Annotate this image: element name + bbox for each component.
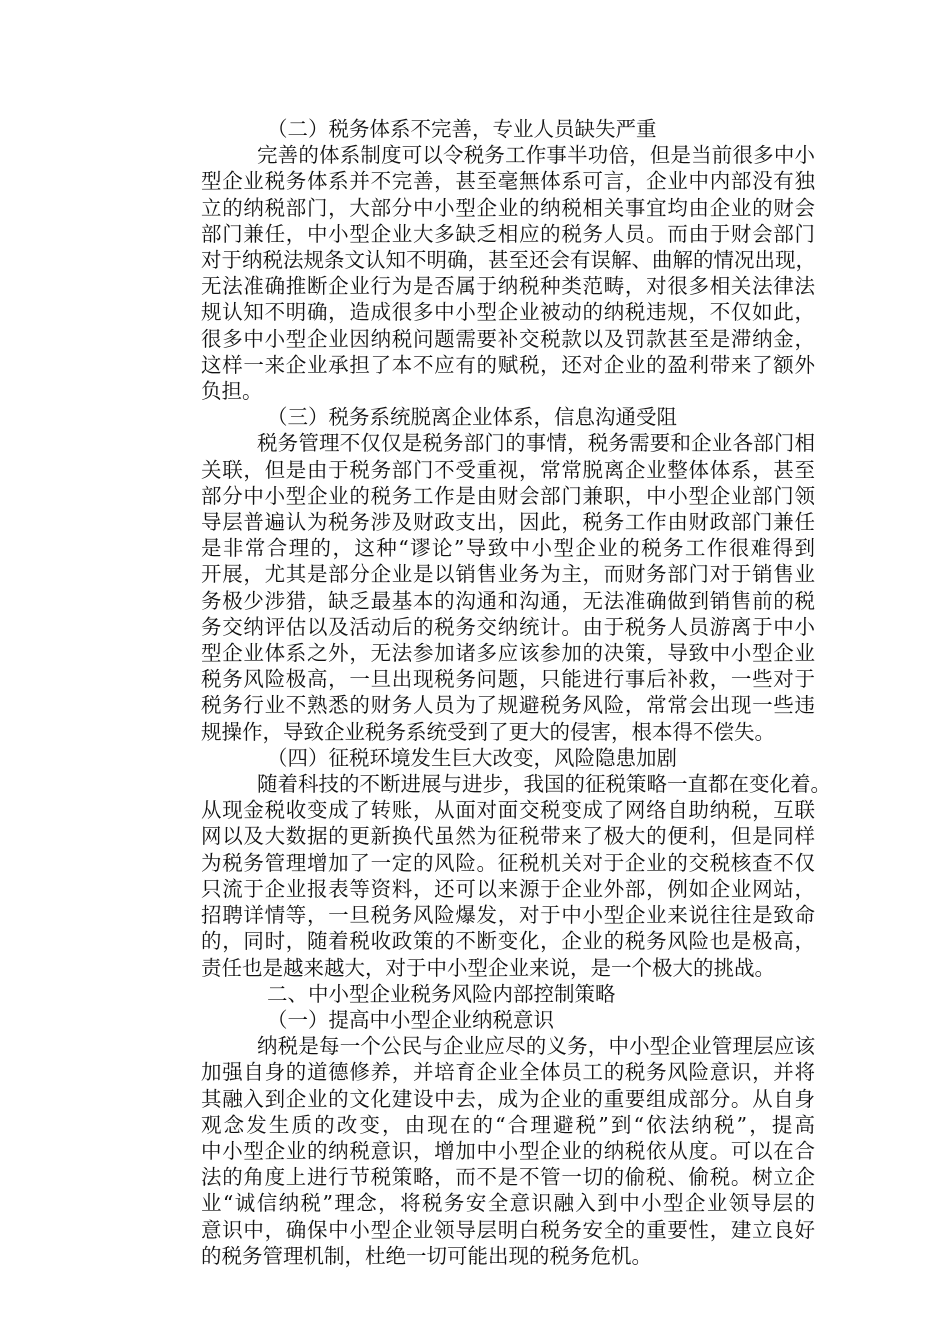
text-line: 的，同时，随着税收政策的不断变化，企业的税务风险也是极高， [201,929,815,954]
text-line: 立的纳税部门，大部分中小型企业的纳税相关事宜均由企业的财会 [201,195,815,220]
text-line: 型企业体系之外，无法参加诸多应该参加的决策，导致中小型企业 [201,641,815,666]
section-heading-1 [145,1007,815,1033]
text-line: 只流于企业报表等资料，还可以来源于企业外部，例如企业网站， [201,876,815,901]
text-line: 部分中小型企业的税务工作是由财会部门兼职，中小型企业部门领 [201,483,815,508]
text-line: 随着科技的不断进展与进步，我国的征税策略一直都在变化着。 [257,772,831,797]
paragraph [145,1033,815,1269]
heading-line: （二）税务体系不完善，专业人员缺失严重 [267,117,657,141]
text-line: 意识中，确保中小型企业领导层明白税务安全的重要性，建立良好 [201,1217,815,1242]
document-body [145,116,831,1269]
heading-line: （三）税务系统脱离企业体系，信息沟通受阻 [267,405,677,430]
text-line: 很多中小型企业因纳税问题需要补交税款以及罚款甚至是滞纳金， [201,326,815,351]
text-line: 规操作，导致企业税务系统受到了更大的侵害，根本得不偿失。 [201,719,775,744]
text-line: 加强自身的道德修养，并培育企业全体员工的税务风险意识，并将 [201,1060,815,1085]
text-line: 规认知不明确，造成很多中小型企业被动的纳税违规，不仅如此， [201,300,815,325]
text-line: 务交纳评估以及活动后的税务交纳统计。由于税务人员游离于中小 [201,614,815,639]
text-line: 税务风险极高，一旦出现税务问题，只能进行事后补救，一些对于 [201,667,815,692]
text-line: 关联，但是由于税务部门不受重视，常常脱离企业整体体系，甚至 [201,457,815,482]
text-line: 业“诚信纳税”理念，将税务安全意识融入到中小型企业领导层的 [201,1191,815,1216]
text-line: 这样一来企业承担了本不应有的赋税，还对企业的盈利带来了额外 [201,352,815,377]
text-line: 为税务管理增加了一定的风险。征税机关对于企业的交税核查不仅 [201,850,815,875]
paragraph [145,771,831,981]
section-heading-4 [145,745,815,771]
paragraph [145,142,815,404]
text-line: 的税务管理机制，杜绝一切可能出现的税务危机。 [201,1243,652,1268]
text-line: 纳税是每一个公民与企业应尽的义务，中小型企业管理层应该 [257,1034,815,1059]
text-line: 网以及大数据的更新换代虽然为征税带来了极大的便利，但是同样 [201,824,815,849]
text-line: 观念发生质的改变，由现在的“合理避税”到“依法纳税”，提高 [201,1112,815,1137]
heading-line: （四）征税环境发生巨大改变，风险隐患加剧 [267,745,677,770]
text-line: 开展，尤其是部分企业是以销售业务为主，而财务部门对于销售业 [201,562,815,587]
paragraph [145,430,815,744]
text-line: 部门兼任，中小型企业大多缺乏相应的税务人员。而由于财会部门 [201,221,815,246]
text-line: 其融入到企业的文化建设中去，成为企业的重要组成部分。从自身 [201,1086,815,1111]
text-line: 税务行业不熟悉的财务人员为了规避税务风险，常常会出现一些违 [201,693,815,718]
section-heading-2 [145,116,815,142]
text-line: 对于纳税法规条文认知不明确，甚至还会有误解、曲解的情况出现， [201,248,816,273]
text-line: 招聘详情等，一旦税务风险爆发，对于中小型企业来说往往是致命 [201,903,815,928]
text-line: 无法准确推断企业行为是否属于纳税种类范畴，对很多相关法律法 [201,274,815,299]
text-line: 责任也是越来越大，对于中小型企业来说，是一个极大的挑战。 [201,955,775,980]
heading-line: （一）提高中小型企业纳税意识 [267,1007,554,1032]
text-line: 中小型企业的纳税意识，增加中小型企业的纳税依从度。可以在合 [201,1138,815,1163]
section-heading-3 [145,404,815,430]
text-line: 负担。 [201,379,263,404]
text-line: 是非常合理的，这种“谬论”导致中小型企业的税务工作很难得到 [201,536,815,561]
chapter-heading-2 [145,981,815,1007]
heading-line: 二、中小型企业税务风险内部控制策略 [267,981,616,1006]
text-line: 型企业税务体系并不完善，甚至毫無体系可言，企业中内部没有独 [201,169,815,194]
text-line: 务极少涉猎，缺乏最基本的沟通和沟通，无法准确做到销售前的税 [201,588,815,613]
text-line: 完善的体系制度可以令税务工作事半功倍，但是当前很多中小 [257,143,815,168]
text-line: 导层普遍认为税务涉及财政支出，因此，税务工作由财政部门兼任 [201,510,815,535]
text-line: 法的角度上进行节税策略，而不是不管一切的偷税、偷税。树立企 [201,1165,815,1190]
text-line: 从现金税收变成了转账，从面对面交税变成了网络自助纳税，互联 [201,798,815,823]
text-line: 税务管理不仅仅是税务部门的事情，税务需要和企业各部门相 [257,431,815,456]
